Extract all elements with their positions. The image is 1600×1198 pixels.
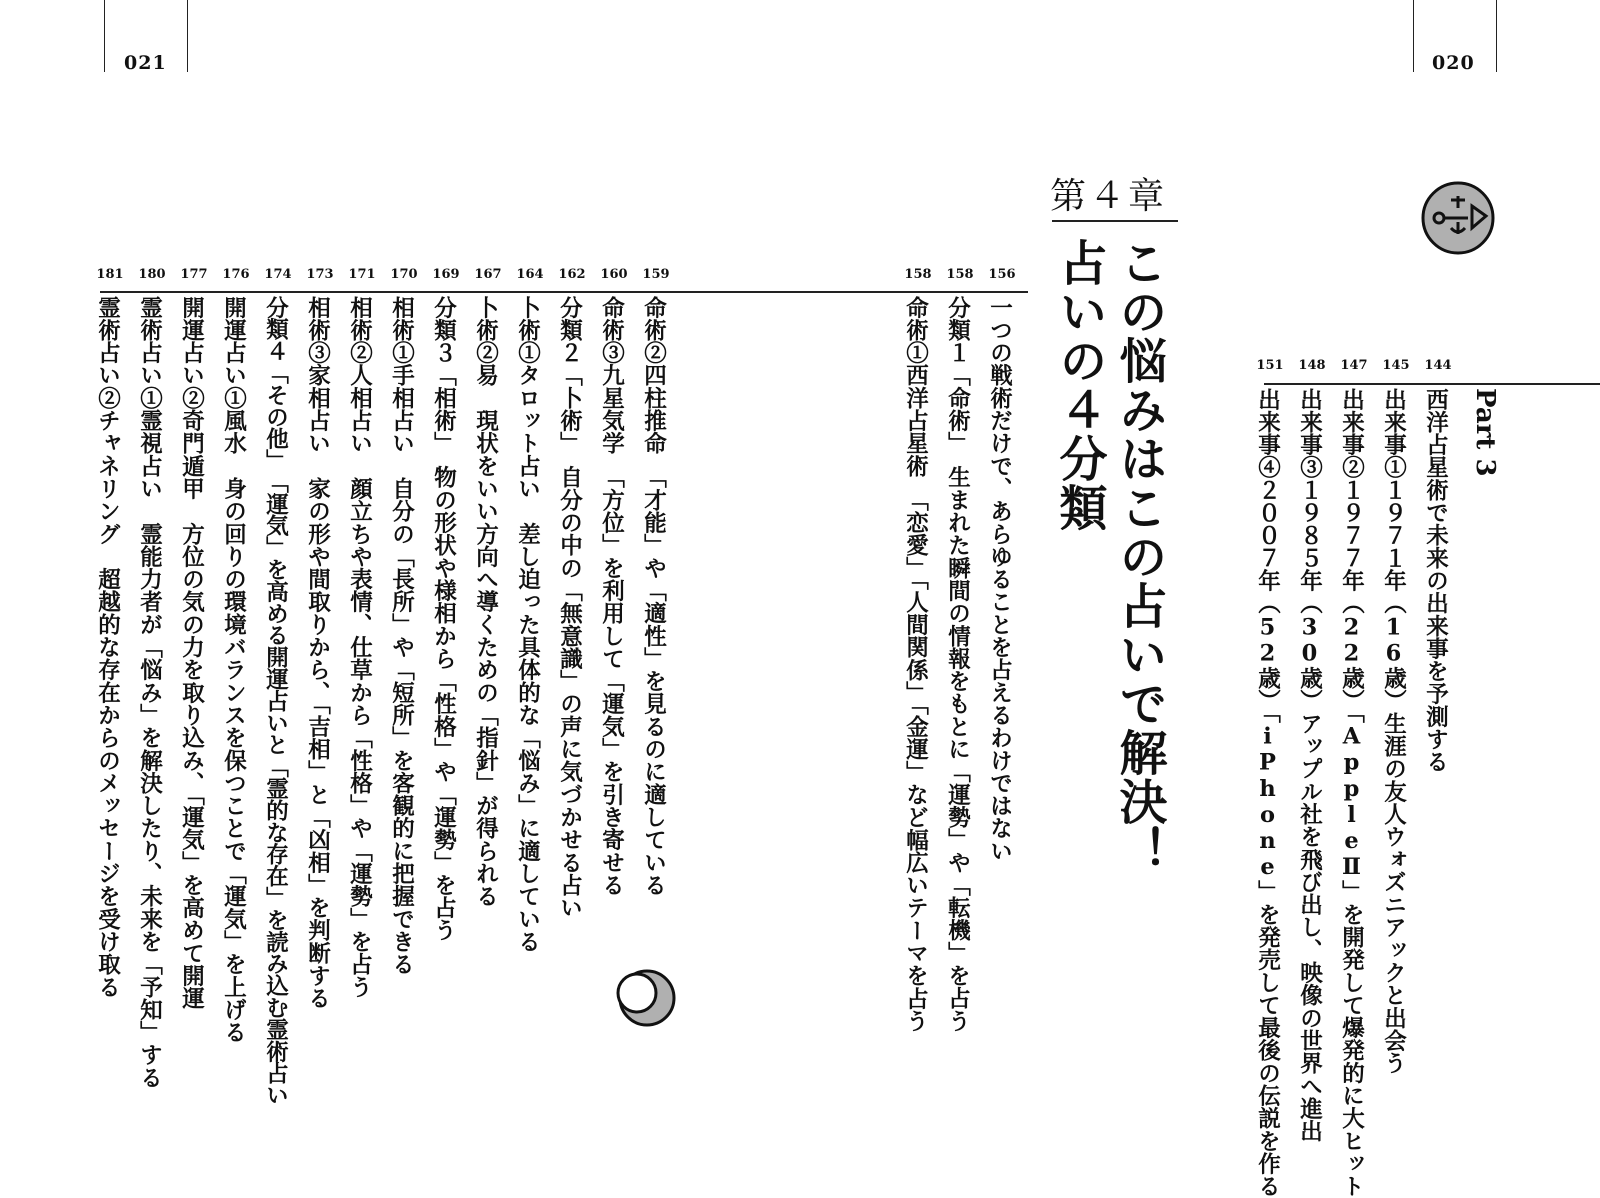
toc-page-number: 169 xyxy=(432,267,460,282)
toc-page-number: 159 xyxy=(642,267,670,282)
chapter-title-line-2: 占いの４分類 xyxy=(1051,238,1107,532)
toc-entry: 相術③家相占い 家の形や間取りから、「吉相」と「凶相」を判断する xyxy=(304,296,331,1010)
toc-entry: 開運占い②奇門遁甲 方位の気の力を取り込み、「運気」を高めて開運 xyxy=(178,296,205,1010)
chapter-title-line-1: この悩みはこの占いで解決！ xyxy=(1111,238,1167,875)
toc-entry: 分類２「卜術」 自分の中の「無意識」の声に気づかせる占い xyxy=(556,296,583,919)
toc-entry: 出来事②１９７７年（22歳）「AppleⅡ」を開発して爆発的に大ヒット xyxy=(1338,388,1365,1198)
toc-page-number: 151 xyxy=(1256,358,1284,373)
toc-page-number: 145 xyxy=(1382,358,1410,373)
crescent-moon-icon xyxy=(616,967,678,1029)
right-page-folio: 020 xyxy=(1432,52,1475,74)
toc-entry: 分類１「命術」 生まれた瞬間の情報をもとに「運勢」や「転機」を占う xyxy=(944,296,971,1033)
toc-page-number: 144 xyxy=(1424,358,1452,373)
toc-entry: 命術②四柱推命 「才能」や「適性」を見るのに適している xyxy=(640,296,667,897)
toc-entry: 霊術占い②チャネリング 超越的な存在からのメッセージを受け取る xyxy=(94,296,121,999)
toc-page-number: 176 xyxy=(222,267,250,282)
face-emblem-icon xyxy=(1418,178,1498,258)
toc-page-number: 173 xyxy=(306,267,334,282)
toc-page-number: 158 xyxy=(946,267,974,282)
toc-page-number: 156 xyxy=(988,267,1016,282)
chapter-label-underline xyxy=(1052,220,1178,222)
toc-page-number: 148 xyxy=(1298,358,1326,373)
toc-entry: 出来事③１９８５年（30歳）アップル社を飛び出し、映像の世界へ進出 xyxy=(1296,388,1323,1143)
toc-page-number: 174 xyxy=(264,267,292,282)
toc-entry: 卜術①タロット占い 差し迫った具体的な「悩み」に適している xyxy=(514,296,541,953)
right-page-margin-rule-inner xyxy=(1413,0,1414,72)
toc-entry: 西洋占星術で未来の出来事を予測する xyxy=(1422,388,1449,774)
toc-entry: 命術③九星気学 「方位」を利用して「運気」を引き寄せる xyxy=(598,296,625,897)
toc-entry: 相術①手相占い 自分の「長所」や「短所」を客観的に把握できる xyxy=(388,296,415,976)
toc-entry: 卜術②易 現状をいい方向へ導くための「指針」が得られる xyxy=(472,296,499,908)
toc-page-number: 181 xyxy=(96,267,124,282)
chapter4-toc-rule xyxy=(100,291,1028,293)
toc-page-number: 167 xyxy=(474,267,502,282)
toc-entry: 出来事①１９７１年（16歳）生涯の友人ウォズニアックと出会う xyxy=(1380,388,1407,1075)
toc-entry: 一つの戦術だけで、あらゆることを占えるわけではない xyxy=(986,296,1013,863)
left-page-margin-rule-outer xyxy=(104,0,105,72)
part3-toc-rule xyxy=(1264,383,1600,385)
right-page-margin-rule-outer xyxy=(1496,0,1497,72)
toc-page-number: 164 xyxy=(516,267,544,282)
left-page-folio: 021 xyxy=(124,52,167,74)
left-page-margin-rule-inner xyxy=(187,0,188,72)
toc-page-number: 160 xyxy=(600,267,628,282)
toc-entry: 相術②人相占い 顔立ちや表情、仕草から「性格」や「運勢」を占う xyxy=(346,296,373,999)
toc-page-number: 180 xyxy=(138,267,166,282)
toc-entry: 開運占い①風水 身の回りの環境バランスを保つことで「運気」を上げる xyxy=(220,296,247,1044)
toc-page-number: 177 xyxy=(180,267,208,282)
chapter-label: 第４章 xyxy=(1050,176,1168,217)
toc-entry: 分類４「その他」 「運気」を高める開運占いと「霊的な存在」を読み込む霊術占い xyxy=(262,296,289,1106)
toc-entry: 出来事④２００７年（52歳）「iPhone」を発売して最後の伝説を作る xyxy=(1254,388,1281,1198)
part-label: Part 3 xyxy=(1470,388,1500,477)
toc-entry: 命術①西洋占星術 「恋愛」「人間関係」「金運」など幅広いテーマを占う xyxy=(902,296,929,1033)
toc-page-number: 158 xyxy=(904,267,932,282)
toc-entry: 霊術占い①霊視占い 霊能力者が「悩み」を解決したり、未来を「予知」する xyxy=(136,296,163,1089)
toc-page-number: 170 xyxy=(390,267,418,282)
toc-page-number: 171 xyxy=(348,267,376,282)
toc-entry: 分類３「相術」 物の形状や様相から「性格」や「運勢」を占う xyxy=(430,296,457,942)
toc-page-number: 162 xyxy=(558,267,586,282)
toc-page-number: 147 xyxy=(1340,358,1368,373)
